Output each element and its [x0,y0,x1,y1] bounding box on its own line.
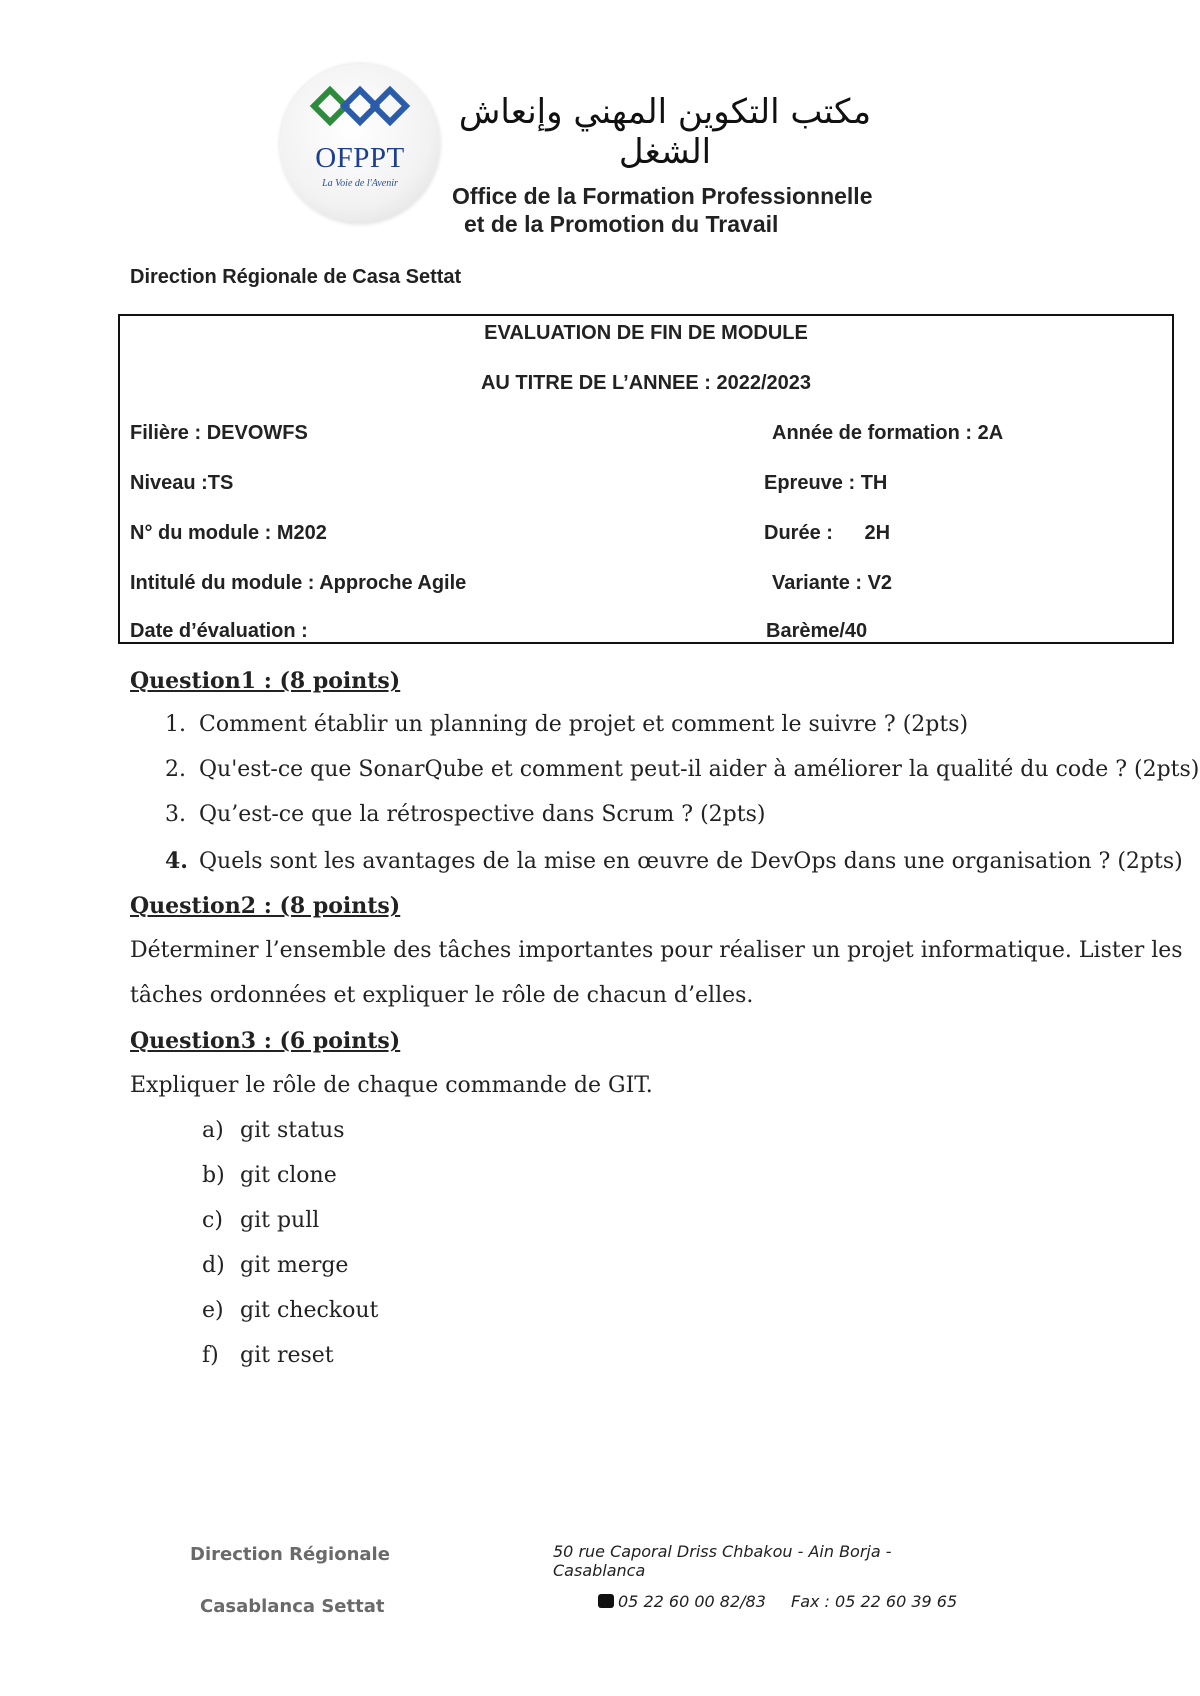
git-command: git clone [240,1163,337,1188]
footer-address [553,1542,973,1580]
footer-contact [598,1592,957,1611]
question2-line-1: Déterminer l’ensemble des tâches importantes pour réaliser un projet informatique. Lister les [130,938,1183,963]
git-command: git reset [240,1343,334,1368]
direction-title: Direction Régionale de Casa Settat [130,266,462,288]
module-number: N° du module : M202 [130,522,327,544]
git-command: git pull [240,1208,320,1233]
footer-phone: 05 22 60 00 82/83 [618,1592,766,1611]
git-command-item [202,1343,334,1368]
git-command-item [202,1208,319,1233]
duree-value: 2H [864,522,891,544]
office-line-2: et de la Promotion du Travail [464,211,779,237]
list-letter: a) [202,1118,224,1143]
list-number: 2. [165,757,186,782]
evaluation-title: EVALUATION DE FIN DE MODULE [484,322,808,344]
ofppt-diamonds-icon [312,86,408,134]
bareme: Barème/40 [766,620,868,642]
question1-title: Question1 : (8 points) [130,668,401,694]
list-letter: f) [202,1343,219,1368]
list-letter: b) [202,1163,225,1188]
office-line-1: Office de la Formation Professionnelle [452,183,873,209]
question2-line-2: tâches ordonnées et expliquer le rôle de chacun d’elles. [130,983,754,1008]
variante: Variante : V2 [772,572,893,594]
epreuve: Epreuve : TH [764,472,888,494]
list-text: Qu'est-ce que SonarQube et comment peut-il aider à améliorer la qualité du code ? (2pts) [199,757,1200,782]
list-text: Quels sont les avantages de la mise en œuvre de DevOps dans une organisation ? (2pts) [199,849,1183,874]
question3-title: Question3 : (6 points) [130,1028,401,1054]
git-command: git checkout [240,1298,379,1323]
footer-address-text: 50 rue Caporal Driss Chbakou - Ain Borja - Casablanca [553,1542,892,1580]
logo-text: OFPPT [315,142,405,174]
date-evaluation: Date d’évaluation : [130,620,308,642]
evaluation-year: AU TITRE DE L’ANNEE : 2022/2023 [480,372,812,394]
git-command-item [202,1298,378,1323]
list-item [165,712,968,737]
footer-direction-text: Direction Régionale [190,1544,390,1565]
git-command: git status [240,1118,345,1143]
arabic-title: مكتب التكوين المهني وإنعاش الشغل [458,92,872,172]
footer-direction-line-2: Casablanca Settat [200,1596,385,1617]
list-item [165,848,1183,874]
office-name [452,182,972,238]
git-command-item [202,1253,348,1278]
niveau: Niveau :TS [130,472,234,494]
module-title: Intitulé du module : Approche Agile [130,572,467,594]
list-text: Qu’est-ce que la rétrospective dans Scrum ? (2pts) [199,802,766,827]
list-number: 1. [165,712,186,737]
git-command-item [202,1118,345,1143]
annee-formation: Année de formation : 2A [772,422,1004,444]
footer-direction-line-1 [190,1544,390,1565]
question2-title: Question2 : (8 points) [130,893,401,919]
duree-label: Durée : [764,522,833,544]
git-command-item [202,1163,337,1188]
list-item [165,757,1199,782]
list-number: 3. [165,802,186,827]
list-text: Comment établir un planning de projet et comment le suivre ? (2pts) [199,712,969,737]
question3-intro: Expliquer le rôle de chaque commande de GIT. [130,1073,653,1098]
list-letter: e) [202,1298,224,1323]
ofppt-logo [280,64,440,224]
list-number: 4. [165,848,188,874]
git-command: git merge [240,1253,349,1278]
duree [764,522,890,545]
logo-tagline: La Voie de l'Avenir [322,178,398,189]
footer-fax: Fax : 05 22 60 39 65 [790,1592,958,1611]
list-letter: d) [202,1253,225,1278]
list-letter: c) [202,1208,223,1233]
evaluation-info-box [118,314,1174,644]
phone-icon [598,1594,614,1608]
list-item [165,802,765,827]
filiere: Filière : DEVOWFS [130,422,308,444]
